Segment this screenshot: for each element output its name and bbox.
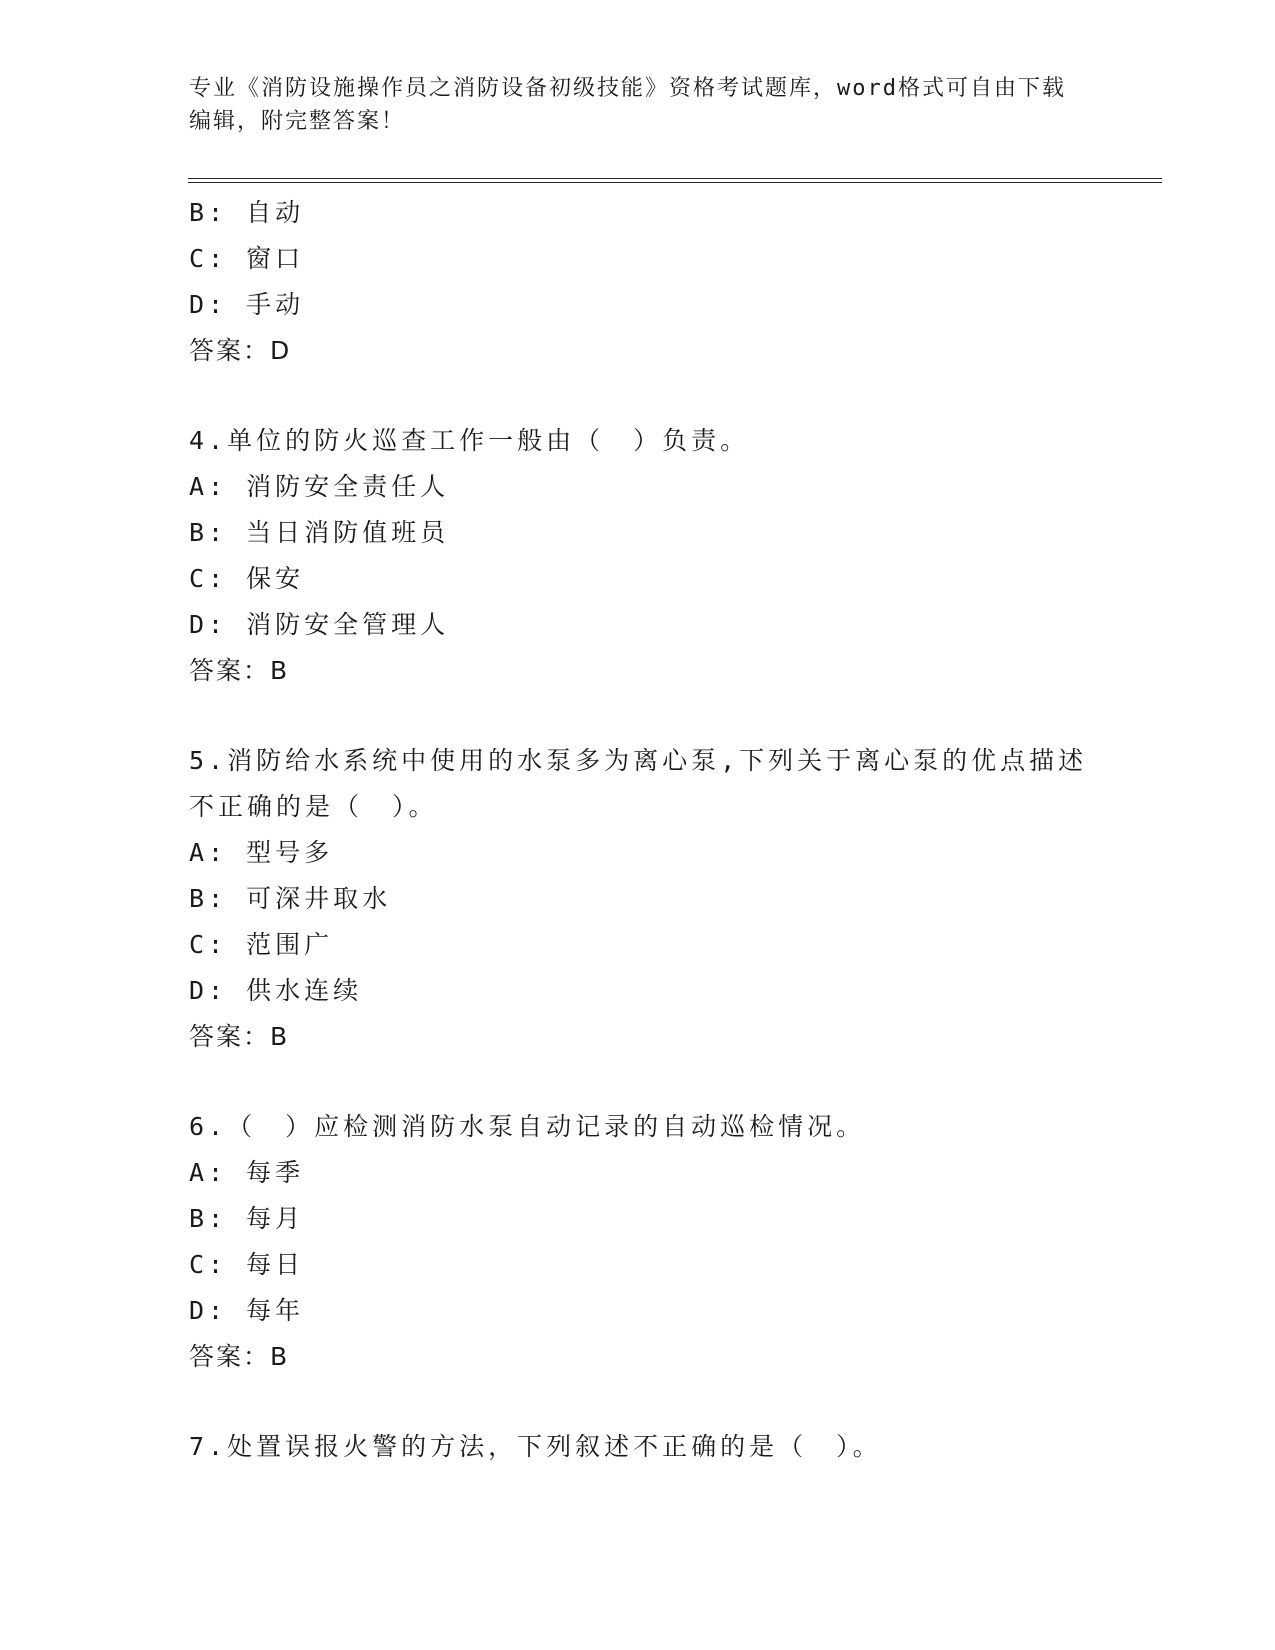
answer-line: 答案：B: [189, 656, 290, 685]
question-block-5: [189, 738, 1089, 1060]
option-b: B: 每月: [189, 1204, 305, 1233]
question-text: 6.（ ）应检测消防水泵自动记录的自动巡检情况。: [189, 1112, 866, 1141]
question-list: [189, 190, 1089, 1470]
question-text: 4.单位的防火巡查工作一般由（ ）负责。: [189, 426, 750, 455]
option-a: A: 型号多: [189, 838, 334, 867]
question-block-6: [189, 1104, 1089, 1380]
option-d: D: 供水连续: [189, 976, 363, 1005]
option-c: C: 范围广: [189, 930, 334, 959]
option-a: A: 每季: [189, 1158, 305, 1187]
option-d: D: 每年: [189, 1296, 305, 1325]
option-a: A: 消防安全责任人: [189, 472, 450, 501]
question-block-4: [189, 418, 1089, 694]
document-header: 专业《消防设施操作员之消防设备初级技能》资格考试题库，word格式可自由下载编辑，附完整答案！: [189, 76, 1066, 134]
option-c: C: 每日: [189, 1250, 305, 1279]
answer-line: 答案：D: [189, 336, 292, 365]
option-d: D: 消防安全管理人: [189, 610, 450, 639]
question-block-3-continued: [189, 190, 1089, 374]
question-text: 5.消防给水系统中使用的水泵多为离心泵,下列关于离心泵的优点描述不正确的是（ ）。: [189, 746, 1088, 821]
option-d: D: 手动: [189, 290, 305, 319]
header-rule-top: [188, 178, 1162, 179]
option-c: C: 保安: [189, 564, 305, 593]
header-rule-bottom: [188, 182, 1162, 183]
question-block-7: [189, 1424, 1089, 1470]
question-text: 7.处置误报火警的方法，下列叙述不正确的是（ ）。: [189, 1432, 882, 1461]
answer-line: 答案：B: [189, 1342, 290, 1371]
option-c: C: 窗口: [189, 244, 305, 273]
option-b: B: 自动: [189, 198, 305, 227]
option-b: B: 可深井取水: [189, 884, 392, 913]
answer-line: 答案：B: [189, 1022, 290, 1051]
option-b: B: 当日消防值班员: [189, 518, 450, 547]
